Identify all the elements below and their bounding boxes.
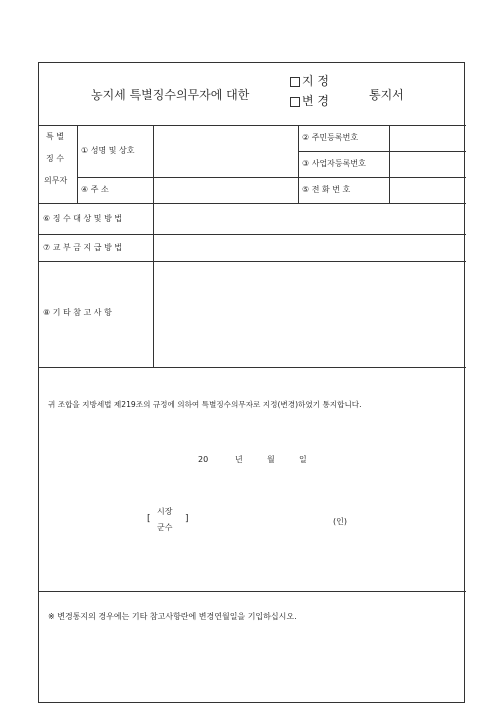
bracket-open: [	[147, 514, 151, 524]
date-year: 20	[198, 455, 209, 464]
notice-form	[38, 62, 465, 703]
divider	[77, 125, 78, 203]
name-field[interactable]	[154, 126, 297, 177]
option-change-label: 변 경	[302, 94, 329, 108]
phone-label: ⑤ 전 화 번 호	[302, 185, 351, 194]
date-year-unit: 년	[235, 455, 243, 464]
checkbox-designate[interactable]	[290, 77, 300, 87]
group-label-line1: 특 별	[46, 132, 64, 141]
group-label-line2: 징 수	[46, 154, 64, 163]
form-title: 농지세 특별징수의무자에 대한	[91, 88, 250, 102]
address-label: ④ 주 소	[81, 185, 109, 194]
grant-label: ⑦ 교 부 금 지 급 방 법	[43, 243, 123, 252]
date-month-unit: 월	[267, 455, 275, 464]
seal-mark: (인)	[333, 517, 347, 526]
option-designate-label: 지 정	[302, 74, 329, 88]
resident-no-field[interactable]	[390, 126, 465, 151]
bracket-close: ]	[185, 514, 189, 524]
phone-field[interactable]	[390, 178, 465, 203]
business-no-label: ③ 사업자등록번호	[302, 159, 366, 168]
form-title-suffix: 통지서	[369, 88, 404, 102]
resident-no-label: ② 주민등록번호	[302, 133, 359, 142]
checkbox-change[interactable]	[290, 97, 300, 107]
target-field[interactable]	[154, 204, 465, 234]
divider	[298, 125, 299, 203]
date-day-unit: 일	[299, 455, 307, 464]
name-label: ① 성명 및 상호	[81, 146, 135, 155]
issuer-county-head: 군수	[157, 523, 173, 532]
remarks-label: ⑧ 기 타 참 고 사 항	[43, 308, 112, 317]
issuer-mayor: 시장	[157, 507, 173, 516]
business-no-field[interactable]	[390, 152, 465, 177]
option-change[interactable]	[290, 95, 329, 107]
remarks-field[interactable]	[154, 262, 465, 367]
divider	[39, 367, 466, 368]
grant-field[interactable]	[154, 235, 465, 261]
group-label-line3: 의무자	[44, 176, 68, 185]
target-label: ⑥ 징 수 대 상 및 방 법	[43, 214, 123, 223]
address-field[interactable]	[154, 178, 297, 203]
statement-text: 귀 조합을 지방세법 제219조의 규정에 의하여 특별징수의무자로 지정(변경)하였기 통지합니다.	[48, 400, 362, 409]
option-designate[interactable]	[290, 75, 329, 87]
divider	[39, 591, 466, 592]
footnote: ※ 변경통지의 경우에는 기타 참고사항란에 변경연월일을 기입하십시오.	[48, 612, 297, 621]
